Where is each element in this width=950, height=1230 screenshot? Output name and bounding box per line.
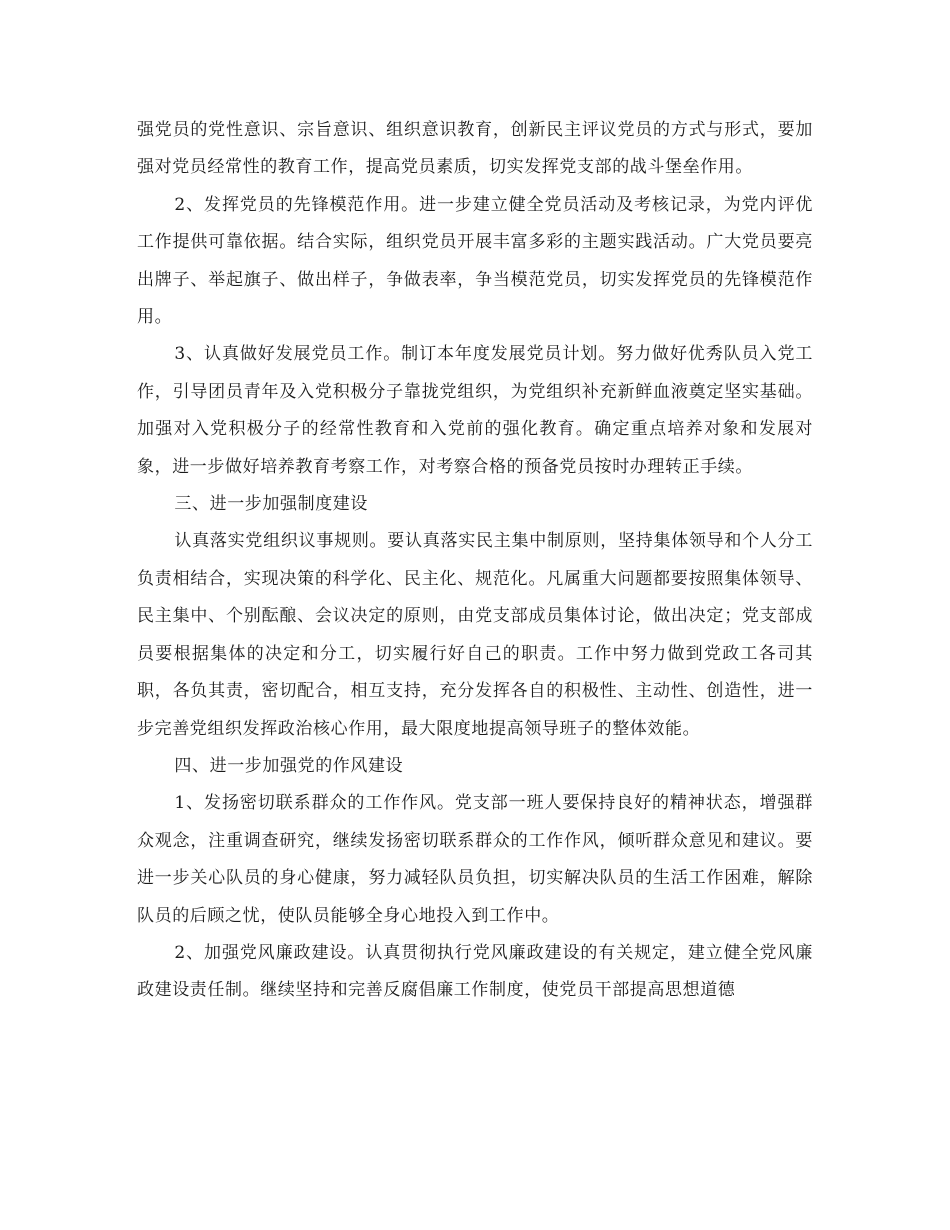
paragraph-8: 2、加强党风廉政建设。认真贯彻执行党风廉政建设的有关规定，建立健全党风廉政建设责任制。继续坚持和完善反腐倡廉工作制度，使党员干部提高思想道德 — [137, 942, 813, 1001]
paragraph-5: 认真落实党组织议事规则。要认真落实民主集中制原则，坚持集体领导和个人分工负责相结合，实现决策的科学化、民主化、规范化。凡属重大问题都要按照集体领导、民主集中、个别酝酿、会议决定的原则，由党支部成员集体讨论，做出决定；党支部成员要根据集体的决定和分工，切实履行好自己的职责。工作中努力做到党政工各司其职，各负其责，密切配合，相互支持，充分发挥各自的积极性、主动性、创造性，进一步完善党组织发挥政治核心作用，最大限度地提高领导班子的整体效能。 — [137, 531, 813, 739]
paragraph-3: 3、认真做好发展党员工作。制订本年度发展党员计划。努力做好优秀队员入党工作，引导团员青年及入党积极分子靠拢党组织，为党组织补充新鲜血液奠定坚实基础。加强对入党积极分子的经常性教育和入党前的强化教育。确定重点培养对象和发展对象，进一步做好培养教育考察工作，对考察合格的预备党员按时办理转正手续。 — [137, 344, 813, 477]
paragraph-2: 2、发挥党员的先锋模范作用。进一步建立健全党员活动及考核记录，为党内评优工作提供可靠依据。结合实际，组织党员开展丰富多彩的主题实践活动。广大党员要亮出牌子、举起旗子、做出样子，争做表率，争当模范党员，切实发挥党员的先锋模范作用。 — [137, 194, 813, 328]
paragraph-1: 强党员的党性意识、宗旨意识、组织意识教育，创新民主评议党员的方式与形式，要加强对党员经常性的教育工作，提高党员素质，切实发挥党支部的战斗堡垒作用。 — [137, 120, 813, 178]
section-heading-3: 三、进一步加强制度建设 — [174, 494, 368, 515]
document-page — [137, 112, 813, 1010]
section-heading-4: 四、进一步加强党的作风建设 — [174, 755, 404, 776]
paragraph-7: 1、发扬密切联系群众的工作作风。党支部一班人要保持良好的精神状态，增强群众观念，注重调查研究，继续发扬密切联系群众的工作作风，倾听群众意见和建议。要进一步关心队员的身心健康，努力减轻队员负担，切实解决队员的生活工作困难，解除队员的后顾之忧，使队员能够全身心地投入到工作中。 — [137, 793, 813, 926]
